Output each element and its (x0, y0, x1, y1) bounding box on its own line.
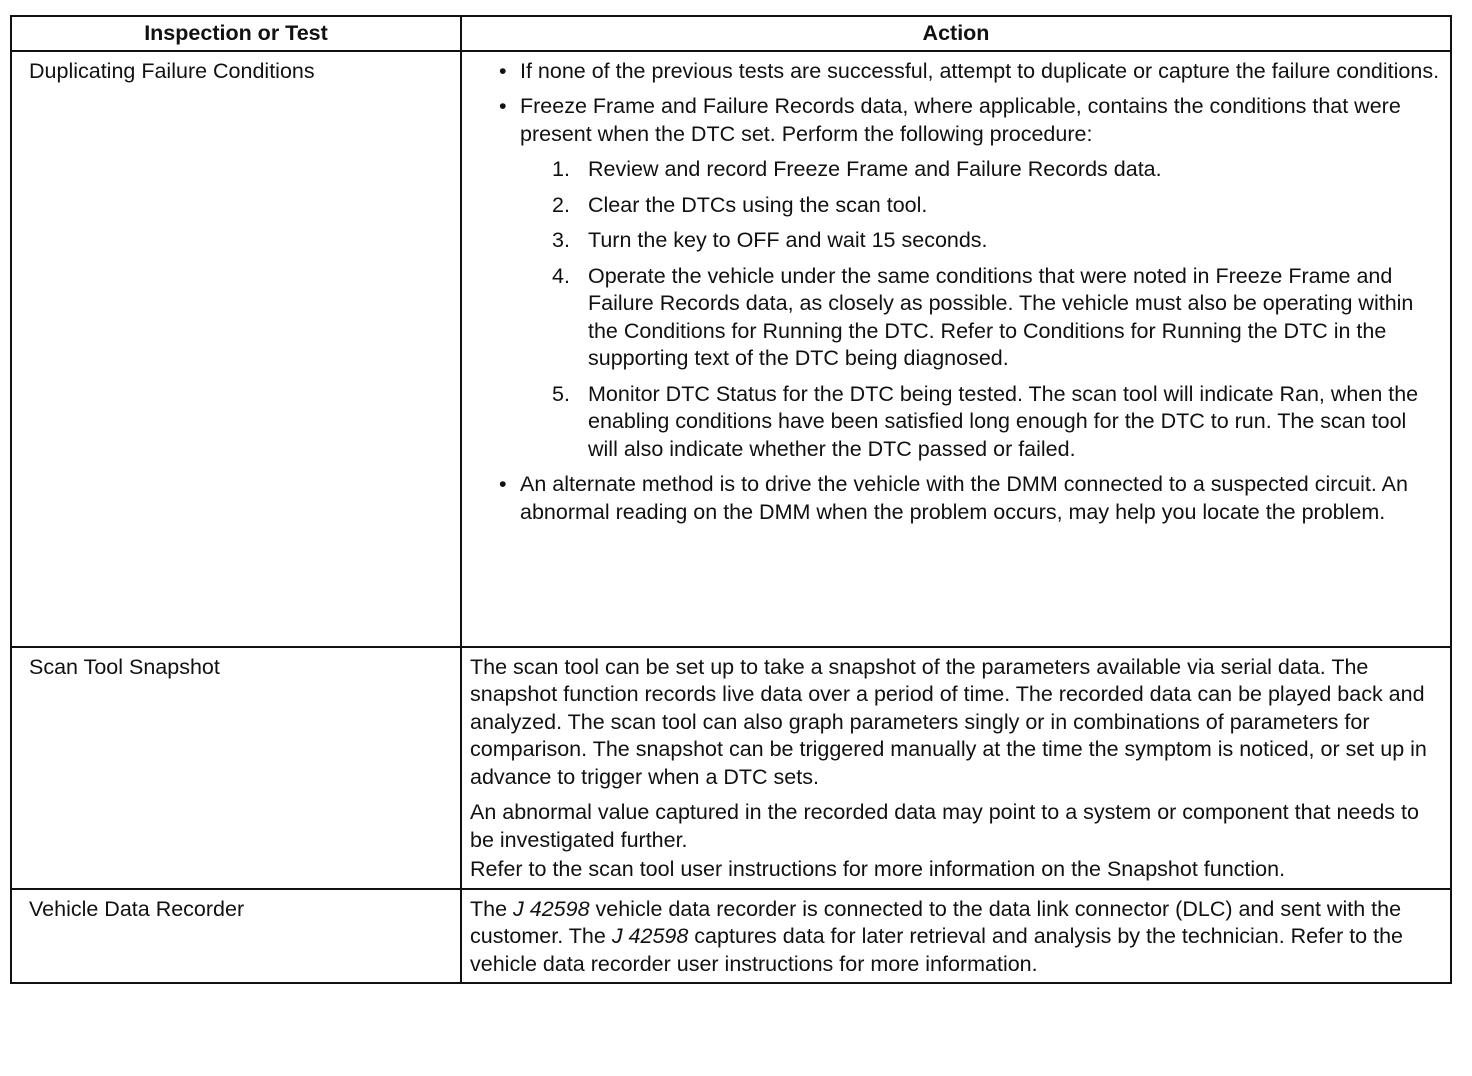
step-text: Review and record Freeze Frame and Failure Records data. (588, 157, 1162, 181)
step-text: Operate the vehicle under the same conditions that were noted in Freeze Frame and Failure Records data, as closely as possible. The vehicle must also be operating within the Conditions for Running the DTC. Refer to Conditions for Running the DTC in the supporting text of the DTC being diagnosed. (588, 263, 1414, 370)
step-item (520, 227, 1440, 255)
row-label-snapshot: Scan Tool Snapshot (11, 647, 461, 889)
bullet-icon: • (499, 58, 507, 83)
step-number: 1. (552, 157, 570, 181)
step-item (520, 381, 1440, 464)
step-number: 2. (552, 192, 570, 217)
step-number: 3. (552, 228, 570, 252)
bullet-icon: • (499, 472, 507, 496)
snapshot-paragraph: Refer to the scan tool user instructions for more information on the Snapshot function. (470, 857, 1286, 881)
bullet-text: Freeze Frame and Failure Records data, where applicable, contains the conditions that were present when the DTC set. Perform the following procedure: (520, 94, 1401, 146)
step-item (520, 263, 1440, 373)
row-action-duplicating (461, 51, 1451, 647)
row-label-recorder: Vehicle Data Recorder (11, 889, 461, 984)
table-row (11, 647, 1451, 889)
document-page (10, 15, 1450, 984)
bullet-item (470, 471, 1440, 526)
bullet-item (470, 93, 1440, 463)
table-row (11, 889, 1451, 984)
snapshot-paragraph: The scan tool can be set up to take a snapshot of the parameters available via serial data. The snapshot function records live data over a period of time. The recorded data can be played back and analyzed. The scan tool can also graph parameters singly or in combinations of parameters for comparison. The snapshot can be triggered manually at the time the symptom is noticed, or set up in advance to trigger when a DTC sets. (470, 654, 1427, 789)
step-text: Clear the DTCs using the scan tool. (588, 192, 928, 217)
table-row (11, 51, 1451, 647)
step-item (520, 192, 1440, 220)
step-number: 5. (552, 381, 570, 406)
snapshot-paragraph: An abnormal value captured in the recorded data may point to a system or component that needs to be investigated further. (470, 800, 1419, 852)
row-action-recorder (461, 889, 1451, 984)
bullet-item (470, 58, 1440, 86)
bullet-text: An alternate method is to drive the vehicle with the DMM connected to a suspected circuit. An abnormal reading on the DMM when the problem occurs, may help you locate the problem. (520, 472, 1408, 524)
recorder-text: captures data for later retrieval and analysis by the technician. Refer to the vehicle data recorder user instructions for more information. (470, 924, 1403, 976)
recorder-text: vehicle data recorder is connected to the data link connector (DLC) and sent with the customer. The (470, 896, 1402, 948)
step-text: Monitor DTC Status for the DTC being tested. The scan tool will indicate Ran, when the enabling conditions have been satisfied long enough for the DTC to run. The scan tool will also indicate whether the DTC passed or failed. (588, 381, 1419, 461)
recorder-text: The (470, 896, 514, 921)
step-text: Turn the key to OFF and wait 15 seconds. (588, 228, 988, 252)
bullet-list (470, 58, 1440, 527)
bullet-text: If none of the previous tests are successful, attempt to duplicate or capture the failure conditions. (520, 58, 1440, 83)
column-header-action: Action (461, 16, 1451, 51)
tool-number: J 42598 (513, 896, 590, 921)
step-number: 4. (552, 263, 570, 288)
table-header-row (11, 16, 1451, 51)
row-action-snapshot (461, 647, 1451, 889)
row-label-duplicating: Duplicating Failure Conditions (11, 51, 461, 647)
procedure-steps (520, 156, 1440, 463)
tool-number: J 42598 (611, 924, 689, 948)
bullet-icon: • (499, 94, 507, 118)
step-item (520, 156, 1440, 184)
column-header-inspection: Inspection or Test (11, 16, 461, 51)
inspection-table (10, 15, 1452, 984)
